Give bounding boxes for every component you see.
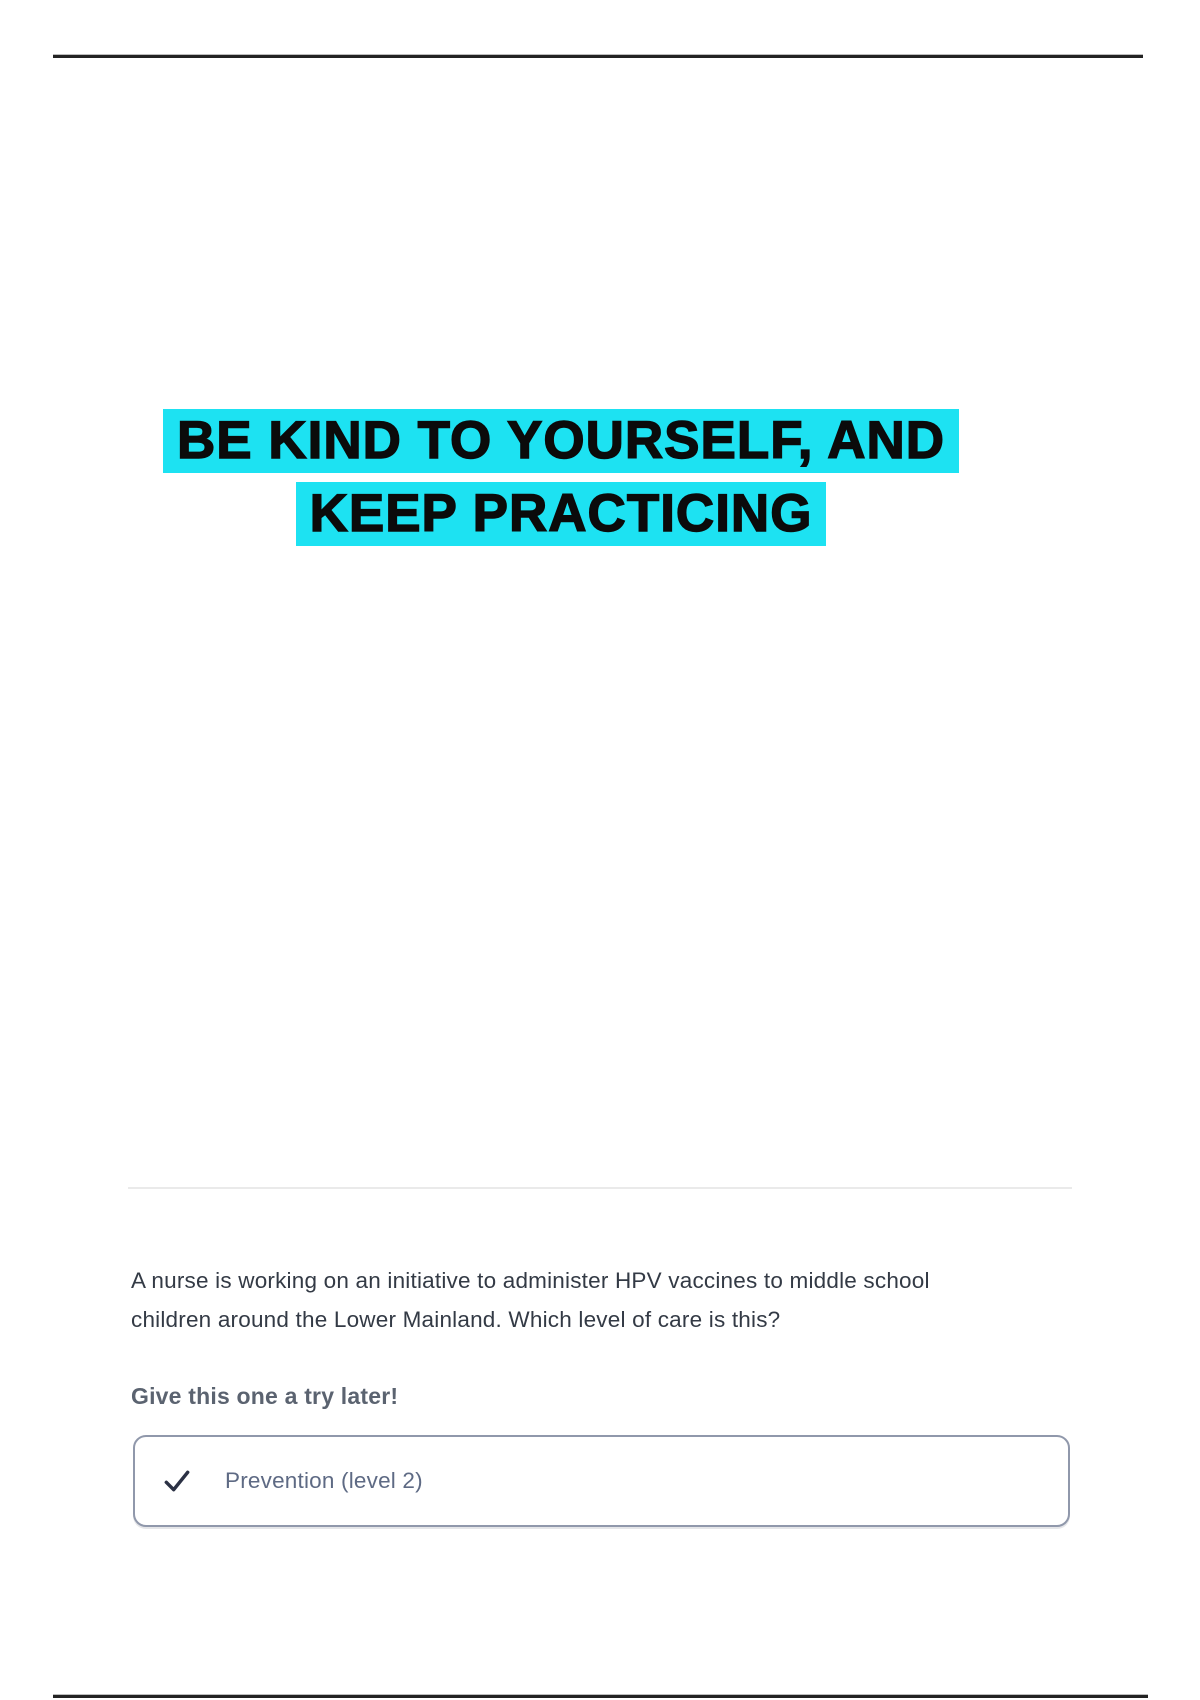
try-later-label: Give this one a try later!: [131, 1383, 399, 1409]
answer-option-card[interactable]: [133, 1435, 1070, 1527]
bottom-rule: [53, 1695, 1148, 1698]
section-divider: [128, 1187, 1072, 1189]
answer-option-label: Prevention (level 2): [225, 1468, 423, 1493]
question-line-2: children around the Lower Mainland. Which level of care is this?: [131, 1307, 781, 1332]
check-icon: [161, 1465, 193, 1497]
question-line-1: A nurse is working on an initiative to administer HPV vaccines to middle school: [131, 1268, 930, 1293]
banner-line-1: BE KIND TO YOURSELF, AND: [163, 409, 959, 473]
banner-line-2: KEEP PRACTICING: [296, 482, 827, 546]
top-rule: [53, 55, 1143, 58]
motivation-banner: [100, 409, 1022, 555]
question-text: [131, 1261, 1031, 1339]
